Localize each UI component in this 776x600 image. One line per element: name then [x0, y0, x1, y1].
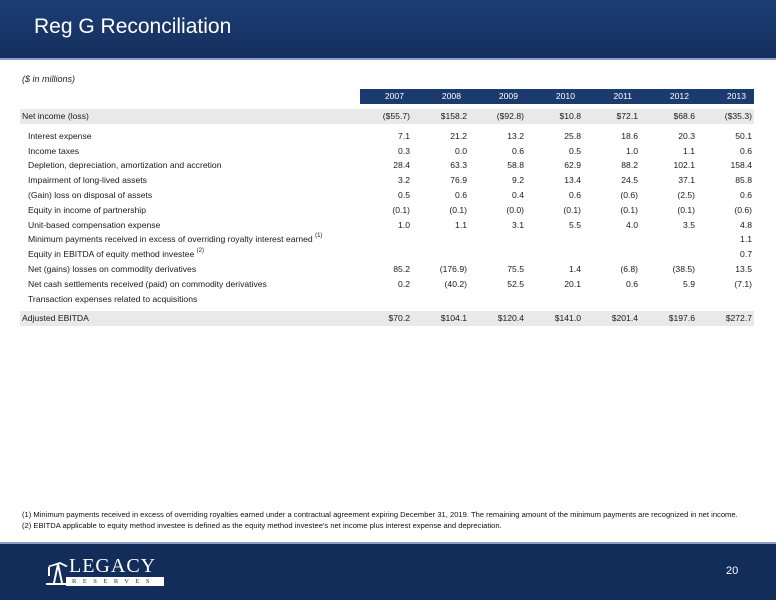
year-header: 2011 [583, 89, 640, 104]
value-cell: 0.3 [398, 145, 410, 156]
row-label [20, 311, 360, 326]
value-cell [469, 232, 526, 247]
value-cell: 0.6 [569, 189, 581, 200]
row-label [20, 129, 360, 144]
row-label [20, 218, 360, 233]
header-blank-cell [20, 89, 360, 104]
value-cell: 20.3 [678, 130, 695, 141]
value-cell [412, 292, 469, 307]
adjustment-row [20, 247, 754, 262]
footnote-1: (1) Minimum payments received in excess of overriding royalties earned under a contractual agreement expiring December 31, 2019. The remaining amount of the minimum payments are recognized in net income. [22, 510, 738, 519]
value-cell: 50.1 [735, 130, 752, 141]
value-cell: 20.1 [564, 278, 581, 289]
page-title: Reg G Reconciliation [34, 15, 232, 38]
value-cell: 13.5 [735, 263, 752, 274]
company-logo [46, 555, 166, 587]
row-label [20, 292, 360, 307]
value-cell: 3.1 [512, 219, 524, 230]
value-cell: 13.2 [507, 130, 524, 141]
value-cell: 0.4 [512, 189, 524, 200]
adjustment-row [20, 292, 754, 307]
value-cell [583, 232, 640, 247]
row-label [20, 144, 360, 159]
adjustment-row [20, 173, 754, 188]
value-cell: 63.3 [450, 160, 467, 171]
units-note: ($ in millions) [22, 74, 76, 84]
value-cell [412, 247, 469, 262]
row-label-text: Transaction expenses related to acquisitions [28, 293, 198, 304]
adjustment-row [20, 218, 754, 233]
footnote-marker: (2) [196, 248, 204, 255]
value-cell: 1.1 [455, 219, 467, 230]
value-cell: $141.0 [526, 311, 583, 326]
row-label [20, 173, 360, 188]
value-cell: (6.8) [620, 263, 638, 274]
adjustment-row [20, 188, 754, 203]
year-header: 2009 [469, 89, 526, 104]
row-label [20, 247, 360, 262]
row-label-text: Interest expense [28, 130, 92, 141]
value-cell [469, 292, 526, 307]
row-label-text: Adjusted EBITDA [22, 313, 89, 324]
row-label [20, 277, 360, 292]
value-cell: 0.5 [569, 145, 581, 156]
value-cell: 37.1 [678, 175, 695, 186]
adjusted-ebitda-row [20, 311, 754, 326]
net-income-row [20, 109, 754, 124]
value-cell: ($92.8) [469, 109, 526, 124]
value-cell: 52.5 [507, 278, 524, 289]
value-cell: 88.2 [621, 160, 638, 171]
value-cell: 3.5 [683, 219, 695, 230]
row-label [20, 262, 360, 277]
value-cell: 24.5 [621, 175, 638, 186]
value-cell: 28.4 [393, 160, 410, 171]
value-cell: (0.1) [563, 204, 581, 215]
value-cell [640, 247, 697, 262]
value-cell: (40.2) [444, 278, 467, 289]
row-label [20, 203, 360, 218]
row-label-text: Equity in income of partnership [28, 204, 146, 215]
value-cell [697, 292, 754, 307]
value-cell [360, 292, 412, 307]
adjustment-row [20, 232, 754, 247]
value-cell: (0.0) [506, 204, 524, 215]
value-cell: 0.6 [455, 189, 467, 200]
value-cell [526, 292, 583, 307]
value-cell: (0.6) [620, 189, 638, 200]
value-cell [640, 232, 697, 247]
row-label-text: Net cash settlements received (paid) on commodity derivatives [28, 278, 267, 289]
value-cell: $104.1 [412, 311, 469, 326]
value-cell: 0.7 [740, 249, 752, 260]
adjustment-row [20, 277, 754, 292]
value-cell: 1.1 [683, 145, 695, 156]
value-cell: (0.1) [677, 204, 695, 215]
logo-subtitle: RESERVES [72, 578, 156, 585]
value-cell: (7.1) [734, 278, 752, 289]
value-cell: 0.6 [512, 145, 524, 156]
value-cell: 7.1 [398, 130, 410, 141]
value-cell: ($35.3) [697, 109, 754, 124]
value-cell: (38.5) [672, 263, 695, 274]
value-cell: (176.9) [439, 263, 467, 274]
value-cell: 0.0 [455, 145, 467, 156]
row-label-text: Depletion, depreciation, amortization and accretion [28, 160, 222, 171]
adjustment-row [20, 129, 754, 144]
value-cell: 5.5 [569, 219, 581, 230]
row-label-text: Net income (loss) [22, 111, 89, 121]
value-cell [526, 247, 583, 262]
value-cell [640, 292, 697, 307]
adjustment-row [20, 144, 754, 159]
value-cell: $272.7 [697, 311, 754, 326]
value-cell: 0.6 [626, 278, 638, 289]
value-cell: 62.9 [564, 160, 581, 171]
value-cell: 102.1 [673, 160, 695, 171]
value-cell: 5.9 [683, 278, 695, 289]
value-cell: $10.8 [526, 109, 583, 124]
logo-wordmark: LEGACY [69, 555, 157, 577]
value-cell: 75.5 [507, 263, 524, 274]
page-number: 20 [726, 565, 739, 577]
value-cell [583, 292, 640, 307]
row-label-text: Unit-based compensation expense [28, 219, 161, 230]
value-cell: $158.2 [412, 109, 469, 124]
value-cell [360, 247, 412, 262]
value-cell: 85.2 [393, 263, 410, 274]
value-cell: (0.1) [392, 204, 410, 215]
year-header-row [20, 89, 754, 104]
year-header: 2007 [360, 89, 412, 104]
logo-subtitle-band [66, 577, 164, 586]
value-cell: $201.4 [583, 311, 640, 326]
value-cell [526, 232, 583, 247]
value-cell: 58.8 [507, 160, 524, 171]
footnote-marker: (1) [315, 233, 323, 240]
value-cell: 21.2 [450, 130, 467, 141]
value-cell: 85.8 [735, 175, 752, 186]
value-cell: 9.2 [512, 175, 524, 186]
row-label [20, 232, 360, 247]
row-label-text: Equity in EBITDA of equity method investee [28, 249, 195, 260]
value-cell: 3.2 [398, 175, 410, 186]
value-cell: 76.9 [450, 175, 467, 186]
year-header: 2012 [640, 89, 697, 104]
row-label-text: Impairment of long-lived assets [28, 175, 147, 186]
value-cell: 18.6 [621, 130, 638, 141]
footnote-2: (2) EBITDA applicable to equity method investee is defined as the equity method investee's net income plus interest expense and depreciation. [22, 521, 502, 530]
year-header: 2008 [412, 89, 469, 104]
value-cell: 1.4 [569, 263, 581, 274]
row-label-text: Net (gains) losses on commodity derivatives [28, 263, 197, 274]
row-label-text: Income taxes [28, 145, 80, 156]
value-cell: 25.8 [564, 130, 581, 141]
value-cell: $70.2 [360, 311, 412, 326]
value-cell [412, 232, 469, 247]
value-cell: 4.8 [740, 219, 752, 230]
value-cell: 1.0 [398, 219, 410, 230]
value-cell: 0.5 [398, 189, 410, 200]
value-cell: $68.6 [640, 109, 697, 124]
row-label [20, 188, 360, 203]
footnotes [22, 509, 762, 531]
value-cell: (0.1) [620, 204, 638, 215]
adjustment-row [20, 158, 754, 173]
value-cell: 1.0 [626, 145, 638, 156]
adjustment-row [20, 203, 754, 218]
value-cell: 0.2 [398, 278, 410, 289]
year-header: 2010 [526, 89, 583, 104]
value-cell: 1.1 [740, 234, 752, 245]
value-cell [360, 232, 412, 247]
value-cell: $197.6 [640, 311, 697, 326]
value-cell: (0.1) [449, 204, 467, 215]
value-cell: 13.4 [564, 175, 581, 186]
header-divider [0, 58, 776, 60]
value-cell: 158.4 [730, 160, 752, 171]
value-cell: 4.0 [626, 219, 638, 230]
year-header: 2013 [697, 89, 754, 104]
row-label [20, 158, 360, 173]
value-cell: $72.1 [583, 109, 640, 124]
reconciliation-table [20, 89, 754, 326]
value-cell [583, 247, 640, 262]
value-cell [469, 247, 526, 262]
adjustment-row [20, 262, 754, 277]
value-cell: ($55.7) [360, 109, 412, 124]
value-cell: 0.6 [740, 145, 752, 156]
value-cell: $120.4 [469, 311, 526, 326]
row-label-text: (Gain) loss on disposal of assets [28, 189, 153, 200]
value-cell: (0.6) [734, 204, 752, 215]
value-cell: 0.6 [740, 189, 752, 200]
row-label [20, 109, 360, 124]
row-label-text: Minimum payments received in excess of overriding royalty interest earned [28, 234, 313, 245]
value-cell: (2.5) [677, 189, 695, 200]
